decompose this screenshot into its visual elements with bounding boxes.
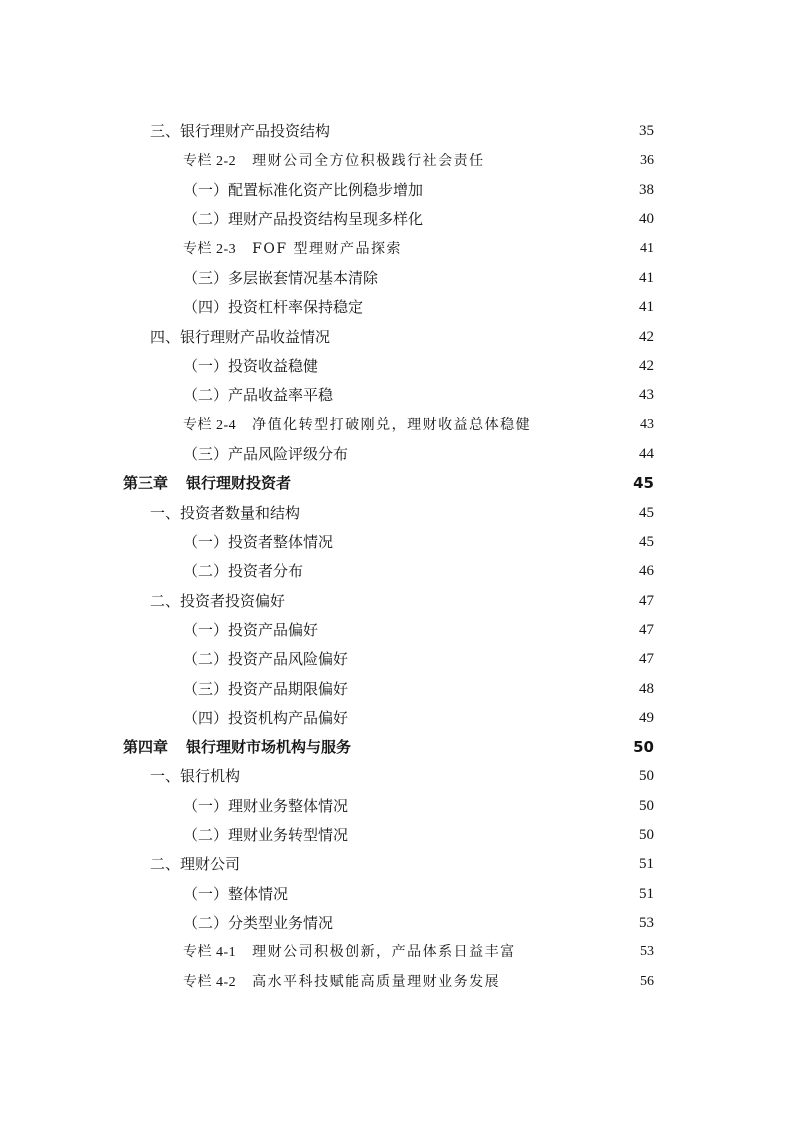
toc-entry-title: （一）投资者整体情况 (183, 533, 334, 551)
toc-subsection-entry (183, 180, 654, 200)
toc-entry-title: 净值化转型打破刚兑，理财收益总体稳健 (252, 417, 532, 433)
toc-subsection-entry (183, 444, 654, 464)
toc-section-entry (150, 121, 654, 141)
toc-subsection-entry (183, 209, 654, 229)
toc-section-entry (150, 854, 654, 874)
toc-subsection-entry (183, 884, 654, 904)
toc-column-entry (183, 239, 654, 259)
toc-entry-title: 一、银行机构 (150, 767, 241, 785)
toc-entry-title: 四、银行理财产品收益情况 (150, 328, 331, 346)
toc-page-number: 45 (639, 534, 654, 550)
toc-entry-title: 理财公司全方位积极践行社会责任 (252, 153, 485, 169)
toc-column-entry (183, 415, 654, 435)
toc-page-number: 41 (639, 299, 654, 315)
toc-entry-title: （三）多层嵌套情况基本清除 (183, 269, 379, 287)
toc-subsection-entry (183, 796, 654, 816)
toc-subsection-entry (183, 649, 654, 669)
toc-page-number: 47 (639, 651, 654, 667)
toc-entry-title: 一、投资者数量和结构 (150, 504, 301, 522)
toc-page-number: 46 (639, 563, 654, 579)
toc-entry-title: （四）投资机构产品偏好 (183, 709, 349, 727)
toc-subsection-entry (183, 708, 654, 728)
toc-page-number: 50 (639, 827, 654, 843)
toc-column-entry (183, 972, 654, 992)
toc-subsection-entry (183, 913, 654, 933)
toc-page-number: 40 (639, 211, 654, 227)
toc-entry-title: 二、理财公司 (150, 855, 241, 873)
toc-subsection-entry (183, 356, 654, 376)
toc-page-number: 45 (633, 474, 654, 492)
toc-subsection-entry (183, 620, 654, 640)
toc-page-number: 51 (639, 856, 654, 872)
toc-subsection-entry (183, 679, 654, 699)
toc-chapter-entry (123, 473, 654, 493)
toc-section-entry (150, 503, 654, 523)
toc-page-number: 36 (640, 153, 654, 168)
toc-section-entry (150, 591, 654, 611)
toc-column-entry (183, 942, 654, 962)
toc-section-entry (150, 766, 654, 786)
toc-entry-title: （一）配置标准化资产比例稳步增加 (183, 181, 424, 199)
toc-entry-title: 高水平科技赋能高质量理财业务发展 (252, 974, 501, 990)
toc-chapter-number: 第四章 (123, 738, 169, 756)
toc-page-number: 50 (639, 768, 654, 784)
toc-entry-title: 三、银行理财产品投资结构 (150, 122, 331, 140)
toc-page-number: 42 (639, 329, 654, 345)
toc-page-number: 41 (640, 241, 654, 256)
toc-entry-title: （二）投资者分布 (183, 562, 304, 580)
toc-page-number: 44 (639, 446, 654, 462)
toc-page-number: 51 (639, 886, 654, 902)
toc-entry-title: （三）产品风险评级分布 (183, 445, 349, 463)
toc-page-number: 47 (639, 622, 654, 638)
toc-section-entry (150, 327, 654, 347)
toc-page-number: 43 (639, 387, 654, 403)
toc-entry-title: （二）分类型业务情况 (183, 914, 334, 932)
toc-entry-title: （二）理财业务转型情况 (183, 826, 349, 844)
toc-column-entry (183, 151, 654, 171)
toc-subsection-entry (183, 825, 654, 845)
toc-entry-title: （一）投资产品偏好 (183, 621, 319, 639)
toc-page-number: 53 (639, 915, 654, 931)
toc-entry-title: （一）理财业务整体情况 (183, 797, 349, 815)
toc-page-number: 35 (639, 123, 654, 139)
toc-page-number: 56 (640, 974, 654, 989)
toc-entry-title: （一）投资收益稳健 (183, 357, 319, 375)
toc-page-number: 48 (639, 681, 654, 697)
toc-column-number: 专栏 2-2 (183, 154, 237, 169)
toc-column-number: 专栏 4-1 (183, 945, 237, 960)
toc-page-number: 49 (639, 710, 654, 726)
toc-subsection-entry (183, 297, 654, 317)
toc-subsection-entry (183, 385, 654, 405)
toc-page-number: 38 (639, 182, 654, 198)
toc-chapter-title: 银行理财市场机构与服务 (186, 738, 352, 756)
toc-chapter-title: 银行理财投资者 (186, 474, 292, 492)
toc-page-number: 50 (639, 798, 654, 814)
toc-subsection-entry (183, 268, 654, 288)
toc-page-number: 50 (633, 738, 654, 756)
toc-column-number: 专栏 2-4 (183, 418, 237, 433)
toc-entry-title: FOF 型理财产品探索 (252, 241, 403, 257)
toc-entry-title: （四）投资杠杆率保持稳定 (183, 298, 364, 316)
toc-page-number: 41 (639, 270, 654, 286)
toc-page-number: 47 (639, 593, 654, 609)
toc-page-number: 53 (640, 944, 654, 959)
toc-entry-title: （二）产品收益率平稳 (183, 386, 334, 404)
toc-subsection-entry (183, 561, 654, 581)
toc-entry-title: （二）理财产品投资结构呈现多样化 (183, 210, 424, 228)
toc-chapter-number: 第三章 (123, 474, 169, 492)
toc-page-number: 43 (640, 417, 654, 432)
toc-entry-title: （二）投资产品风险偏好 (183, 650, 349, 668)
toc-column-number: 专栏 2-3 (183, 242, 237, 257)
toc-entry-title: （三）投资产品期限偏好 (183, 680, 349, 698)
toc-entry-title: 二、投资者投资偏好 (150, 592, 286, 610)
toc-chapter-entry (123, 737, 654, 757)
toc-page-number: 45 (639, 505, 654, 521)
toc-page-number: 42 (639, 358, 654, 374)
toc-subsection-entry (183, 532, 654, 552)
toc-entry-title: 理财公司积极创新，产品体系日益丰富 (252, 944, 516, 960)
toc-entry-title: （一）整体情况 (183, 885, 289, 903)
toc-column-number: 专栏 4-2 (183, 975, 237, 990)
